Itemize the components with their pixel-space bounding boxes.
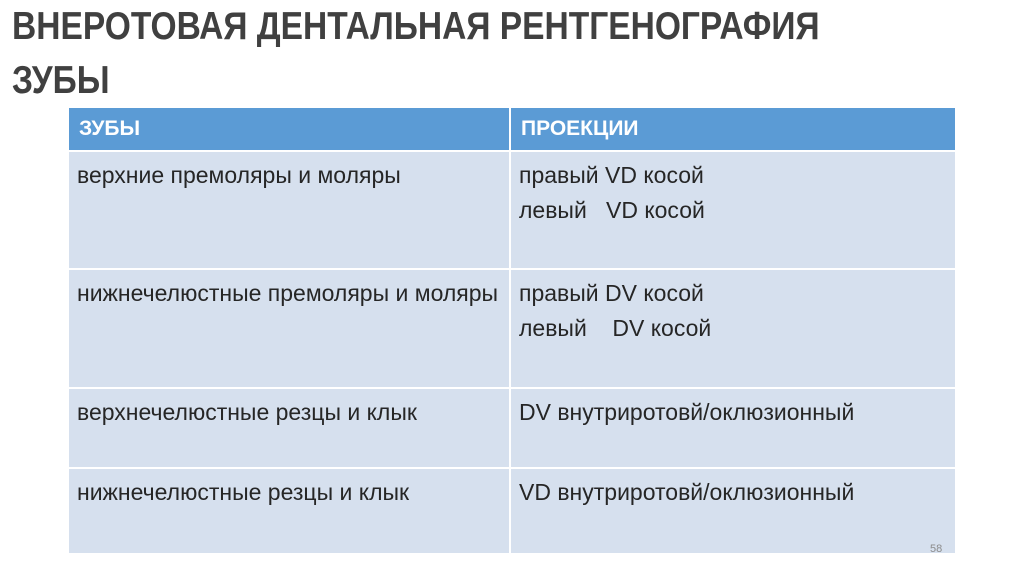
column-header-teeth: ЗУБЫ — [69, 108, 510, 151]
table-cell-projection: правый VD косой левый VD косой — [510, 151, 955, 269]
table-header-row — [69, 108, 955, 151]
table-cell-teeth: верхние премоляры и моляры — [69, 151, 510, 269]
table-cell-teeth: нижнечелюстные премоляры и моляры — [69, 269, 510, 388]
table-cell-teeth: верхнечелюстные резцы и клык — [69, 388, 510, 468]
slide-title-line-1: ВНЕРОТОВАЯ ДЕНТАЛЬНАЯ РЕНТГЕНОГРАФИЯ — [12, 5, 820, 48]
table-row — [69, 388, 955, 468]
projections-table-container — [69, 108, 955, 540]
projections-table — [69, 108, 955, 553]
slide-title — [12, 0, 863, 108]
table-cell-projection: DV внутриротовй/оклюзионный — [510, 388, 955, 468]
table-row — [69, 151, 955, 269]
page-number: 58 — [930, 543, 943, 555]
column-header-projections: ПРОЕКЦИИ — [510, 108, 955, 151]
table-row — [69, 468, 955, 553]
slide-title-line-2: ЗУБЫ — [12, 59, 110, 102]
table-cell-projection: VD внутриротовй/оклюзионный — [510, 468, 955, 553]
table-cell-projection: правый DV косой левый DV косой — [510, 269, 955, 388]
table-row — [69, 269, 955, 388]
table-cell-teeth: нижнечелюстные резцы и клык — [69, 468, 510, 553]
